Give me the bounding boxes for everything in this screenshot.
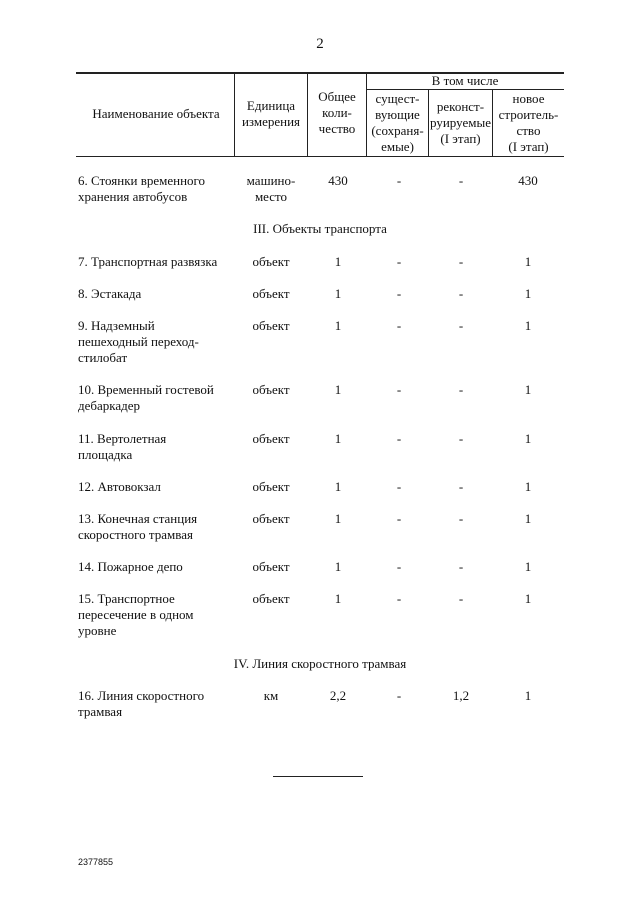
object-name: 11. Вертолетная площадка: [78, 431, 167, 462]
reconstructed: -: [458, 382, 464, 397]
total: 1: [334, 318, 342, 333]
existing: -: [396, 688, 402, 703]
header-group: В том числе: [431, 73, 499, 88]
object-name: 12. Автовокзал: [78, 479, 161, 494]
existing: -: [396, 254, 402, 269]
unit: объект: [252, 431, 290, 446]
reconstructed: -: [458, 479, 464, 494]
object-name: 7. Транспортная развязка: [78, 254, 218, 269]
total: 430: [328, 173, 348, 188]
total: 1: [334, 286, 342, 301]
total: 1: [334, 511, 342, 526]
existing: -: [396, 382, 402, 397]
total: 1: [334, 382, 342, 397]
total: 1: [334, 591, 342, 606]
page-number: 2: [316, 36, 324, 52]
object-name: 9. Надземный пешеходный переход- стилобат: [78, 318, 199, 365]
new-construction: 430: [518, 173, 538, 188]
total: 1: [334, 431, 342, 446]
unit: объект: [252, 591, 290, 606]
new-construction: 1: [524, 479, 532, 494]
object-name: 16. Линия скоростного трамвая: [78, 688, 205, 719]
existing: -: [396, 479, 402, 494]
existing: -: [396, 173, 402, 188]
reconstructed: -: [458, 591, 464, 606]
header-unit: Единица измерения: [241, 98, 301, 129]
reconstructed: -: [458, 286, 464, 301]
reconstructed: -: [458, 511, 464, 526]
new-construction: 1: [524, 318, 532, 333]
new-construction: 1: [524, 286, 532, 301]
object-name: 14. Пожарное депо: [78, 559, 183, 574]
object-name: 10. Временный гостевой дебаркадер: [78, 382, 214, 413]
new-construction: 1: [524, 511, 532, 526]
reconstructed: -: [458, 254, 464, 269]
header-bottom-rule: [76, 156, 564, 157]
end-separator: [273, 776, 363, 777]
unit: объект: [252, 479, 290, 494]
total: 1: [334, 559, 342, 574]
unit: объект: [252, 511, 290, 526]
reconstructed: -: [458, 559, 464, 574]
total: 2,2: [329, 688, 347, 703]
header-reconstructed: реконст- руируемые (I этап): [430, 99, 491, 146]
header-name: Наименование объекта: [92, 106, 220, 121]
section-heading: IV. Линия скоростного трамвая: [233, 656, 407, 671]
unit: объект: [252, 382, 290, 397]
total: 1: [334, 479, 342, 494]
document-code: 2377855: [78, 857, 114, 867]
existing: -: [396, 511, 402, 526]
object-name: 6. Стоянки временного хранения автобусов: [78, 173, 206, 204]
object-name: 15. Транспортное пересечение в одном уровне: [78, 591, 194, 638]
section-heading: III. Объекты транспорта: [253, 221, 387, 236]
reconstructed: -: [458, 173, 464, 188]
unit: объект: [252, 318, 290, 333]
new-construction: 1: [524, 591, 532, 606]
existing: -: [396, 591, 402, 606]
group-rule: [366, 89, 564, 90]
unit: объект: [252, 559, 290, 574]
existing: -: [396, 286, 402, 301]
total: 1: [334, 254, 342, 269]
new-construction: 1: [524, 431, 532, 446]
new-construction: 1: [524, 688, 532, 703]
new-construction: 1: [524, 559, 532, 574]
unit: км: [263, 688, 279, 703]
unit: объект: [252, 254, 290, 269]
header-existing: сущест- вующие (сохраня- емые): [371, 91, 424, 154]
reconstructed: -: [458, 431, 464, 446]
header-new: новое строитель- ство (I этап): [498, 91, 559, 154]
header-total: Общее коли- чество: [318, 89, 356, 136]
existing: -: [396, 318, 402, 333]
reconstructed: -: [458, 318, 464, 333]
unit: объект: [252, 286, 290, 301]
object-name: 8. Эстакада: [78, 286, 142, 301]
object-name: 13. Конечная станция скоростного трамвая: [78, 511, 198, 542]
reconstructed: 1,2: [452, 688, 470, 703]
existing: -: [396, 431, 402, 446]
existing: -: [396, 559, 402, 574]
new-construction: 1: [524, 254, 532, 269]
new-construction: 1: [524, 382, 532, 397]
unit: машино- место: [246, 173, 296, 204]
